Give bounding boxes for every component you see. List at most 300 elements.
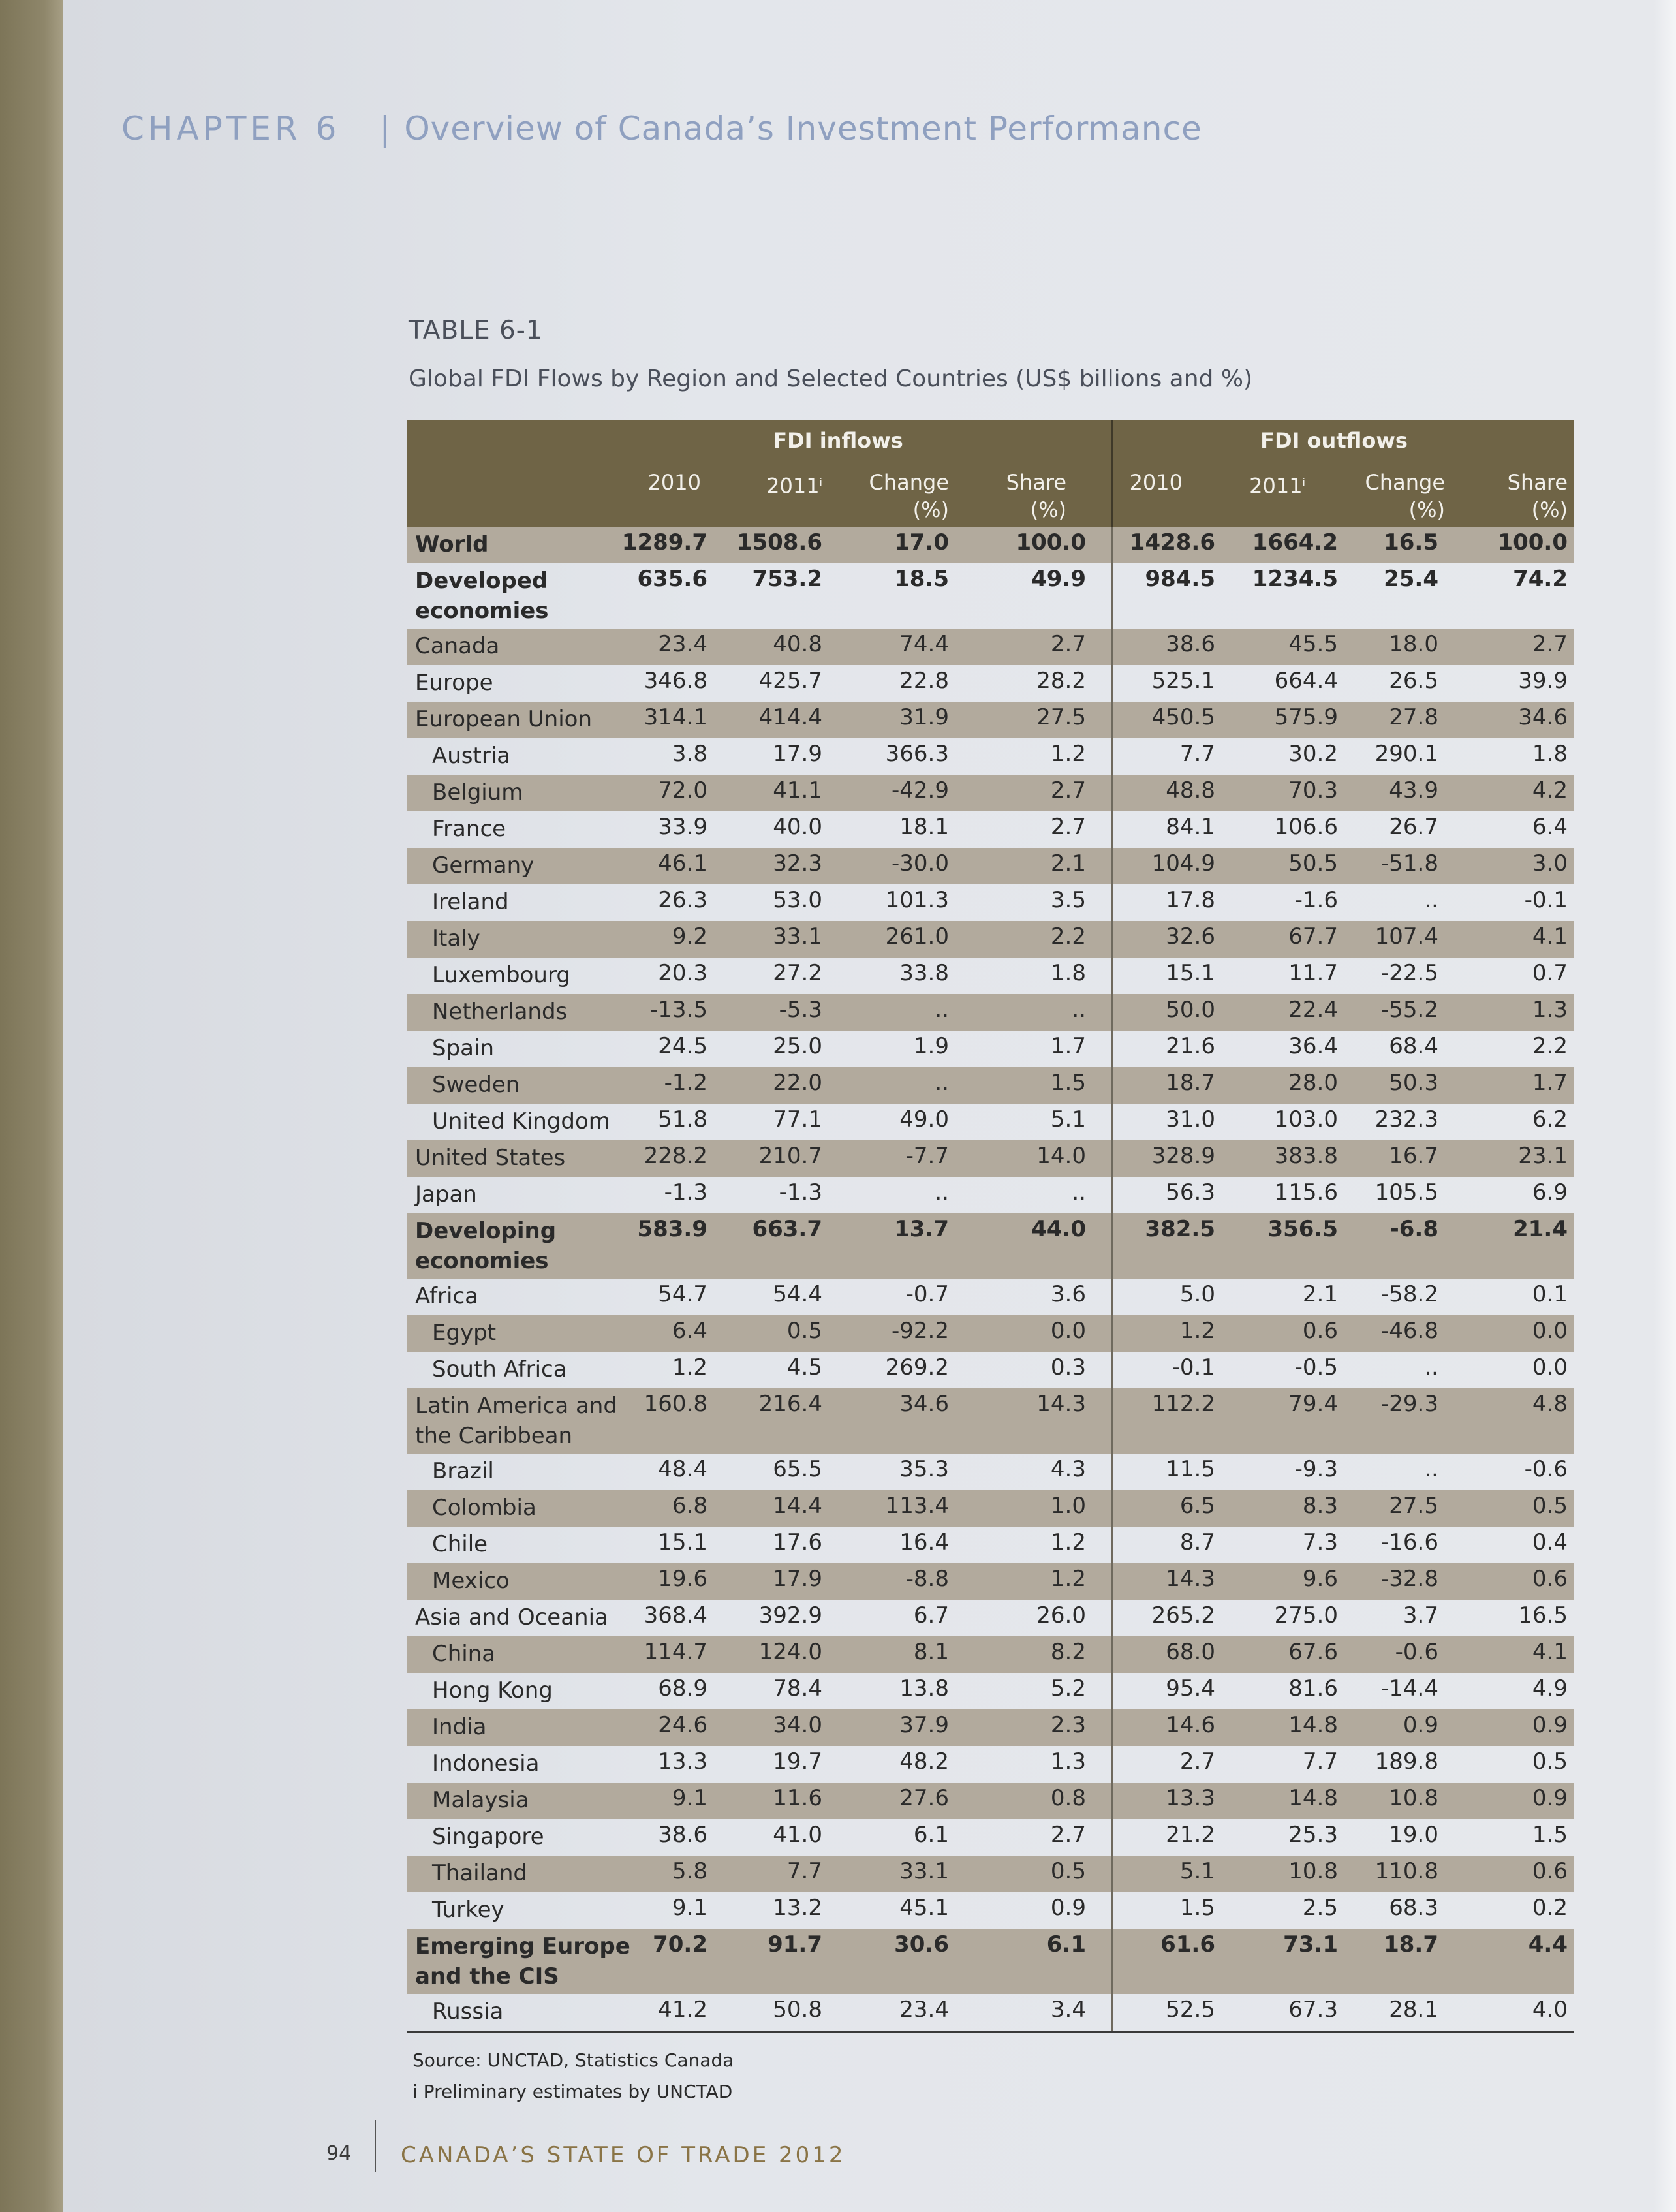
table-cell: 32.6: [1166, 924, 1215, 950]
row-label: Turkey: [432, 1897, 504, 1923]
column-divider: [1111, 1856, 1113, 1892]
column-divider: [1111, 738, 1113, 775]
footer-divider: [375, 2120, 376, 2172]
table-cell: 984.5: [1145, 566, 1215, 592]
column-divider: [1111, 702, 1113, 738]
column-divider: [1111, 1819, 1113, 1856]
table-cell: 1.2: [1179, 1318, 1215, 1344]
table-cell: -30.0: [892, 850, 949, 877]
table-cell: -29.3: [1381, 1391, 1438, 1417]
table-cell: 346.8: [644, 668, 707, 694]
table-cell: 14.6: [1166, 1712, 1215, 1738]
table-cell: ..: [1424, 1456, 1438, 1482]
table-cell: 25.0: [773, 1033, 822, 1059]
row-label: Russia: [432, 1999, 504, 2025]
table-cell: 24.6: [658, 1712, 707, 1738]
table-cell: 414.4: [758, 704, 822, 730]
column-divider: [1111, 811, 1113, 848]
column-divider: [1111, 1067, 1113, 1104]
source-notes: [412, 2045, 734, 2108]
table-cell: 216.4: [758, 1391, 822, 1417]
table-cell: 41.1: [773, 777, 822, 803]
table-cell: 19.7: [773, 1749, 822, 1775]
table-row: [407, 1856, 1574, 1892]
table-row: [407, 994, 1574, 1031]
row-label: Mexico: [432, 1568, 510, 1594]
table-cell: -32.8: [1381, 1566, 1438, 1592]
header-separator: |: [379, 110, 392, 148]
table-cell: 0.6: [1532, 1566, 1568, 1592]
table-cell: 68.4: [1389, 1033, 1438, 1059]
table-cell: 54.7: [658, 1281, 707, 1307]
table-cell: 25.3: [1288, 1822, 1338, 1848]
table-cell: -1.6: [1294, 887, 1338, 913]
row-label: World: [415, 531, 489, 557]
table-cell: 4.8: [1532, 1391, 1568, 1417]
table-cell: 31.0: [1166, 1106, 1215, 1132]
table-cell: 27.5: [1036, 704, 1086, 730]
table-cell: 34.0: [773, 1712, 822, 1738]
table-row: [407, 1783, 1574, 1819]
table-cell: 105.5: [1374, 1179, 1438, 1206]
table-cell: 22.8: [899, 668, 949, 694]
column-divider: [1111, 1929, 1113, 1994]
table-cell: 753.2: [752, 566, 822, 592]
table-cell: 34.6: [899, 1391, 949, 1417]
table-cell: 5.0: [1179, 1281, 1215, 1307]
table-cell: 28.1: [1389, 1997, 1438, 2023]
table-cell: 41.2: [658, 1997, 707, 2023]
table-cell: 14.4: [773, 1493, 822, 1519]
table-cell: 28.2: [1036, 668, 1086, 694]
table-cell: -58.2: [1381, 1281, 1438, 1307]
table-cell: 26.0: [1036, 1602, 1086, 1628]
table-cell: 2.2: [1050, 924, 1086, 950]
group-header-outflows: FDI outflows: [1260, 428, 1408, 453]
table-row: [407, 775, 1574, 811]
table-cell: 1.8: [1050, 960, 1086, 986]
table-cell: 663.7: [752, 1216, 822, 1242]
table-cell: 14.8: [1288, 1785, 1338, 1811]
table-row: [407, 1140, 1574, 1177]
table-cell: 0.9: [1532, 1712, 1568, 1738]
table-cell: 16.5: [1384, 529, 1438, 555]
row-label: Spain: [432, 1035, 494, 1061]
table-cell: 392.9: [758, 1602, 822, 1628]
table-cell: 54.4: [773, 1281, 822, 1307]
table-cell: 103.0: [1274, 1106, 1338, 1132]
table-cell: 6.8: [672, 1493, 707, 1519]
table-cell: 4.5: [786, 1354, 822, 1380]
preliminary-note: i Preliminary estimates by UNCTAD: [412, 2081, 733, 2102]
table-cell: 22.0: [773, 1070, 822, 1096]
col-header-2011-in: 2011$^i$: [766, 473, 822, 499]
table-cell: 6.1: [913, 1822, 949, 1848]
table-cell: 81.6: [1288, 1675, 1338, 1702]
table-cell: 1664.2: [1252, 529, 1338, 555]
table-cell: 1508.6: [736, 529, 822, 555]
col-header-2010-out: 2010: [1129, 470, 1183, 495]
table-cell: 24.5: [658, 1033, 707, 1059]
table-cell: 1.2: [1050, 1529, 1086, 1555]
table-cell: 14.0: [1036, 1143, 1086, 1169]
chapter-header: [121, 110, 1202, 148]
page-number: 94: [326, 2142, 352, 2165]
table-cell: 48.2: [899, 1749, 949, 1775]
table-cell: -0.5: [1294, 1354, 1338, 1380]
table-cell: 425.7: [758, 668, 822, 694]
table-cell: 18.1: [899, 814, 949, 840]
table-cell: -7.7: [905, 1143, 949, 1169]
table-cell: 4.3: [1050, 1456, 1086, 1482]
table-cell: 45.1: [899, 1895, 949, 1921]
table-cell: 44.0: [1031, 1216, 1086, 1242]
table-cell: 0.1: [1532, 1281, 1568, 1307]
table-cell: 48.4: [658, 1456, 707, 1482]
table-cell: -0.6: [1395, 1639, 1438, 1665]
table-cell: 18.0: [1389, 631, 1438, 657]
column-divider: [1111, 527, 1113, 563]
table-cell: 27.6: [899, 1785, 949, 1811]
table-row: [407, 811, 1574, 848]
row-label: Developed economies: [415, 568, 549, 624]
table-cell: 1.2: [1050, 741, 1086, 767]
table-row: [407, 1067, 1574, 1104]
table-row: [407, 702, 1574, 738]
table-cell: 9.1: [672, 1785, 707, 1811]
table-cell: 2.5: [1302, 1895, 1338, 1921]
table-cell: 31.9: [899, 704, 949, 730]
table-cell: 189.8: [1374, 1749, 1438, 1775]
table-cell: -0.7: [905, 1281, 949, 1307]
table-cell: 525.1: [1151, 668, 1215, 694]
row-label: South Africa: [432, 1356, 567, 1382]
table-cell: 95.4: [1166, 1675, 1215, 1702]
table-row: [407, 1563, 1574, 1600]
table-cell: 4.1: [1532, 1639, 1568, 1665]
table-cell: 50.3: [1389, 1070, 1438, 1096]
row-label: United States: [415, 1145, 566, 1171]
table-cell: 160.8: [644, 1391, 707, 1417]
table-cell: 3.6: [1050, 1281, 1086, 1307]
row-label: Thailand: [432, 1860, 528, 1886]
table-row: [407, 1490, 1574, 1527]
row-label: Germany: [432, 852, 535, 879]
row-label: Colombia: [432, 1495, 536, 1521]
row-label: Brazil: [432, 1458, 494, 1484]
table-cell: 0.5: [1050, 1858, 1086, 1884]
table-cell: 17.0: [894, 529, 949, 555]
table-cell: 1.5: [1050, 1070, 1086, 1096]
table-cell: 1234.5: [1252, 566, 1338, 592]
table-cell: 23.4: [658, 631, 707, 657]
table-cell: 1.0: [1050, 1493, 1086, 1519]
table-row: [407, 921, 1574, 958]
table-cell: 17.6: [773, 1529, 822, 1555]
table-cell: 70.2: [653, 1931, 707, 1957]
row-label: Canada: [415, 633, 500, 659]
table-cell: 368.4: [644, 1602, 707, 1628]
row-label: Belgium: [432, 779, 523, 805]
table-cell: 17.9: [773, 1566, 822, 1592]
table-cell: 2.7: [1532, 631, 1568, 657]
table-cell: 2.1: [1050, 850, 1086, 877]
table-cell: 0.4: [1532, 1529, 1568, 1555]
table-cell: 107.4: [1374, 924, 1438, 950]
table-cell: 269.2: [885, 1354, 949, 1380]
table-row: [407, 1279, 1574, 1315]
table-cell: 2.7: [1050, 814, 1086, 840]
table-cell: 110.8: [1374, 1858, 1438, 1884]
row-label: Hong Kong: [432, 1677, 553, 1704]
table-cell: 100.0: [1497, 529, 1568, 555]
table-cell: 232.3: [1374, 1106, 1438, 1132]
col-header-share-in: Share (%): [1006, 470, 1066, 522]
table-cell: 13.3: [1166, 1785, 1215, 1811]
table-cell: 38.6: [658, 1822, 707, 1848]
table-cell: 4.0: [1532, 1997, 1568, 2023]
table-row: [407, 1454, 1574, 1490]
table-row: [407, 1315, 1574, 1352]
table-cell: 9.6: [1302, 1566, 1338, 1592]
table-cell: 37.9: [899, 1712, 949, 1738]
table-cell: 314.1: [644, 704, 707, 730]
table-cell: 2.3: [1050, 1712, 1086, 1738]
table-row: [407, 1746, 1574, 1783]
row-label: Austria: [432, 743, 511, 769]
table-cell: 18.7: [1384, 1931, 1438, 1957]
table-cell: 53.0: [773, 887, 822, 913]
table-cell: 356.5: [1267, 1216, 1338, 1242]
table-row: [407, 958, 1574, 994]
table-cell: 19.6: [658, 1566, 707, 1592]
table-cell: 4.1: [1532, 924, 1568, 950]
table-cell: 49.0: [899, 1106, 949, 1132]
table-cell: 5.8: [672, 1858, 707, 1884]
table-row: [407, 738, 1574, 775]
table-cell: 3.0: [1532, 850, 1568, 877]
table-cell: 33.8: [899, 960, 949, 986]
table-cell: 56.3: [1166, 1179, 1215, 1206]
table-row: [407, 848, 1574, 884]
row-label: Latin America and the Caribbean: [415, 1393, 617, 1449]
table-cell: 115.6: [1274, 1179, 1338, 1206]
table-cell: 27.8: [1389, 704, 1438, 730]
chapter-number: CHAPTER 6: [121, 110, 341, 148]
table-cell: ..: [935, 1070, 949, 1096]
table-cell: 78.4: [773, 1675, 822, 1702]
table-cell: 21.4: [1513, 1216, 1568, 1242]
table-cell: 14.8: [1288, 1712, 1338, 1738]
col-header-2010-in: 2010: [647, 470, 701, 495]
table-cell: 68.9: [658, 1675, 707, 1702]
table-cell: 4.2: [1532, 777, 1568, 803]
table-cell: 101.3: [885, 887, 949, 913]
column-divider: [1111, 1527, 1113, 1563]
table-row: [407, 1213, 1574, 1279]
table-cell: 0.8: [1050, 1785, 1086, 1811]
column-divider: [1111, 1709, 1113, 1746]
table-row: [407, 1994, 1574, 2031]
table-cell: 19.0: [1389, 1822, 1438, 1848]
column-divider: [1111, 1140, 1113, 1177]
table-cell: 26.7: [1389, 814, 1438, 840]
table-cell: 6.4: [1532, 814, 1568, 840]
publication-title: CANADA’S STATE OF TRADE 2012: [401, 2142, 846, 2168]
table-cell: 43.9: [1389, 777, 1438, 803]
table-row: [407, 1031, 1574, 1067]
table-cell: 4.4: [1528, 1931, 1568, 1957]
table-cell: 17.9: [773, 741, 822, 767]
table-cell: -13.5: [650, 997, 707, 1023]
column-divider: [1111, 1352, 1113, 1388]
table-cell: 2.1: [1302, 1281, 1338, 1307]
row-label: Malaysia: [432, 1787, 529, 1813]
table-cell: 52.5: [1166, 1997, 1215, 2023]
table-row: [407, 1636, 1574, 1673]
table-cell: 8.1: [913, 1639, 949, 1665]
column-divider: [1111, 1031, 1113, 1067]
table-cell: 72.0: [658, 777, 707, 803]
row-label: European Union: [415, 706, 592, 732]
table-cell: 1.2: [1050, 1566, 1086, 1592]
column-divider: [1111, 921, 1113, 958]
table-cell: 84.1: [1166, 814, 1215, 840]
row-label: Luxembourg: [432, 962, 570, 988]
table-cell: 34.6: [1518, 704, 1568, 730]
table-cell: 45.5: [1288, 631, 1338, 657]
table-row: [407, 1709, 1574, 1746]
table-cell: 3.4: [1050, 1997, 1086, 2023]
table-cell: 74.2: [1513, 566, 1568, 592]
table-cell: 21.6: [1166, 1033, 1215, 1059]
col-header-change-out: Change (%): [1365, 470, 1445, 522]
table-cell: -1.2: [664, 1070, 707, 1096]
row-label: France: [432, 816, 506, 842]
column-divider: [1111, 1563, 1113, 1600]
table-cell: 36.4: [1288, 1033, 1338, 1059]
table-cell: 40.0: [773, 814, 822, 840]
table-cell: 1428.6: [1129, 529, 1215, 555]
row-label: China: [432, 1641, 496, 1667]
page-edge: [1654, 0, 1676, 2212]
table-cell: 7.3: [1302, 1529, 1338, 1555]
table-cell: 583.9: [637, 1216, 707, 1242]
table-cell: 9.1: [672, 1895, 707, 1921]
column-divider: [1111, 1636, 1113, 1673]
table-cell: 67.6: [1288, 1639, 1338, 1665]
table-cell: -1.3: [779, 1179, 822, 1206]
table-cell: 0.5: [1532, 1493, 1568, 1519]
table-cell: 27.5: [1389, 1493, 1438, 1519]
col-header-2011-out: 2011$^i$: [1249, 473, 1305, 499]
table-cell: 35.3: [899, 1456, 949, 1482]
table-cell: 261.0: [885, 924, 949, 950]
table-cell: 0.0: [1532, 1354, 1568, 1380]
table-cell: 0.2: [1532, 1895, 1568, 1921]
table-cell: 0.9: [1403, 1712, 1438, 1738]
table-cell: 50.5: [1288, 850, 1338, 877]
table-cell: 1.5: [1532, 1822, 1568, 1848]
table-cell: 9.2: [672, 924, 707, 950]
table-cell: 6.4: [672, 1318, 707, 1344]
table-cell: 0.3: [1050, 1354, 1086, 1380]
table-cell: 8.3: [1302, 1493, 1338, 1519]
table-body: [407, 527, 1574, 2031]
table-cell: 23.4: [899, 1997, 949, 2023]
table-cell: 113.4: [885, 1493, 949, 1519]
table-cell: 21.2: [1166, 1822, 1215, 1848]
table-cell: 67.3: [1288, 1997, 1338, 2023]
table-cell: 91.7: [768, 1931, 822, 1957]
source-note: Source: UNCTAD, Statistics Canada: [412, 2049, 734, 2071]
column-divider: [1111, 1388, 1113, 1454]
table-cell: 7.7: [786, 1858, 822, 1884]
table-row: [407, 665, 1574, 702]
table-cell: 15.1: [1166, 960, 1215, 986]
row-label: Developing economies: [415, 1218, 557, 1274]
column-divider: [1111, 1279, 1113, 1315]
fdi-table: [407, 420, 1574, 2033]
table-cell: 3.7: [1403, 1602, 1438, 1628]
table-cell: 5.2: [1050, 1675, 1086, 1702]
table-cell: 61.6: [1160, 1931, 1215, 1957]
table-cell: 77.1: [773, 1106, 822, 1132]
table-cell: 14.3: [1166, 1566, 1215, 1592]
table-cell: 383.8: [1274, 1143, 1338, 1169]
table-cell: 3.8: [672, 741, 707, 767]
table-cell: -8.8: [905, 1566, 949, 1592]
table-cell: 6.9: [1532, 1179, 1568, 1206]
table-cell: 30.6: [894, 1931, 949, 1957]
table-cell: 16.5: [1518, 1602, 1568, 1628]
table-cell: 10.8: [1288, 1858, 1338, 1884]
table-cell: 0.9: [1532, 1785, 1568, 1811]
table-row: [407, 563, 1574, 629]
table-cell: 112.2: [1151, 1391, 1215, 1417]
row-label: Africa: [415, 1283, 478, 1309]
book-spine: [0, 0, 63, 2212]
table-cell: 1.9: [913, 1033, 949, 1059]
col-header-share-out: Share (%): [1507, 470, 1568, 522]
row-label: Europe: [415, 670, 493, 696]
table-cell: 11.5: [1166, 1456, 1215, 1482]
table-cell: 2.2: [1532, 1033, 1568, 1059]
table-cell: 1289.7: [621, 529, 707, 555]
table-row: [407, 1104, 1574, 1140]
table-cell: -92.2: [892, 1318, 949, 1344]
table-cell: -14.4: [1381, 1675, 1438, 1702]
row-label: Emerging Europe and the CIS: [415, 1933, 630, 1989]
table-cell: 1.3: [1050, 1749, 1086, 1775]
column-divider: [1111, 1783, 1113, 1819]
table-label: TABLE 6-1: [409, 316, 543, 345]
row-label: Egypt: [432, 1320, 497, 1346]
table-row: [407, 1388, 1574, 1454]
col-header-change-in: Change (%): [869, 470, 949, 522]
group-header-inflows: FDI inflows: [773, 428, 903, 453]
table-cell: 0.5: [1532, 1749, 1568, 1775]
table-cell: 328.9: [1151, 1143, 1215, 1169]
table-cell: 30.2: [1288, 741, 1338, 767]
table-header: [407, 420, 1574, 527]
column-divider: [1111, 1746, 1113, 1783]
table-cell: 1.3: [1532, 997, 1568, 1023]
table-cell: 28.0: [1288, 1070, 1338, 1096]
table-cell: 106.6: [1274, 814, 1338, 840]
table-cell: 114.7: [644, 1639, 707, 1665]
table-cell: 11.7: [1288, 960, 1338, 986]
